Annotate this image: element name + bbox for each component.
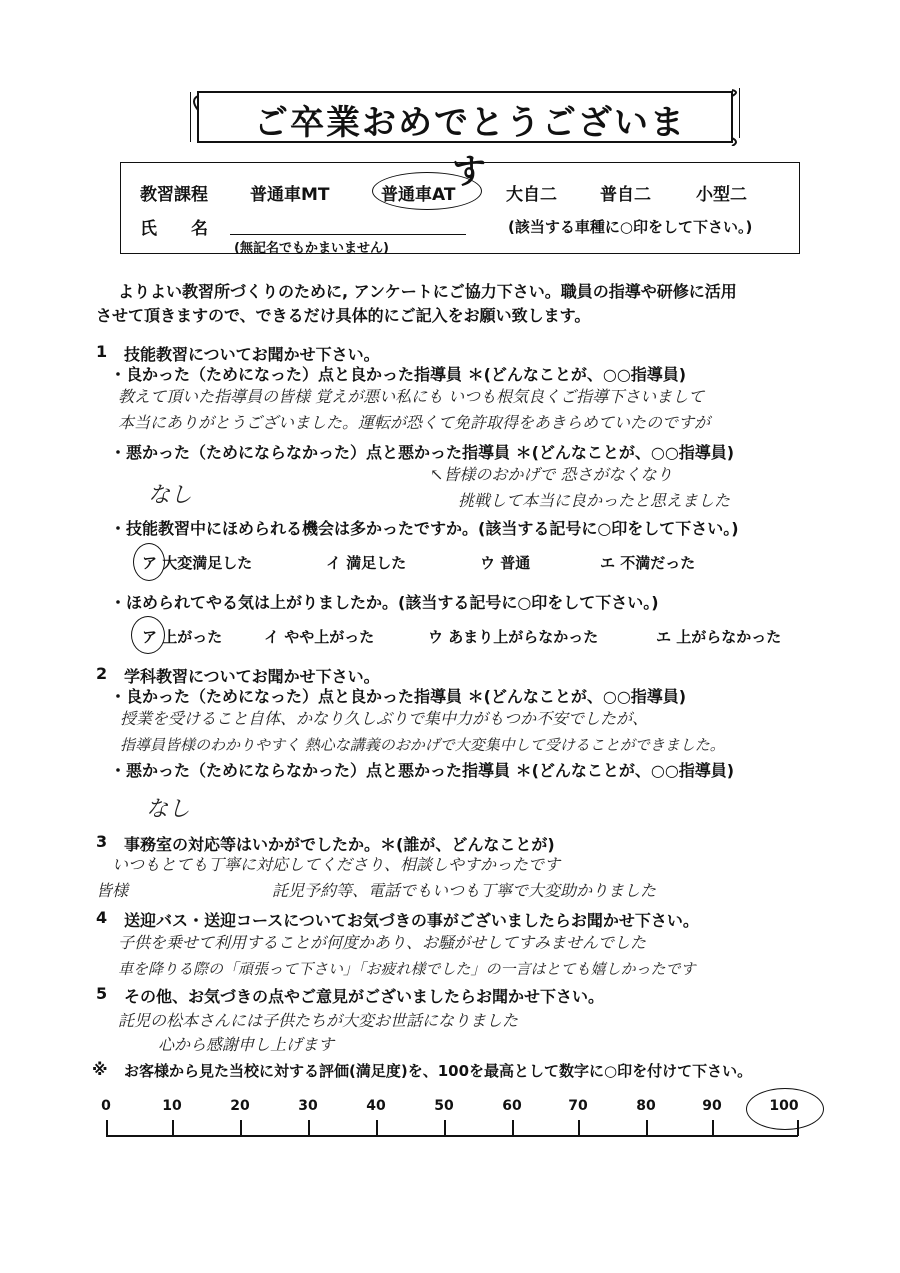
scale-60[interactable]: 60 bbox=[502, 1098, 522, 1114]
q1-praise-label: ・技能教習中にほめられる機会は多かったですか。(該当する記号に○印をして下さい。) bbox=[110, 519, 739, 538]
course-option-mt[interactable]: 普通車MT bbox=[250, 185, 330, 205]
q1-motivation-option-u[interactable]: ウ あまり上がらなかった bbox=[428, 628, 599, 646]
scale-tick bbox=[240, 1120, 242, 1136]
q3-answer-2b: 託児予約等、電話でもいつも丁寧で大変助かりました bbox=[272, 881, 657, 900]
q1-bad-label: ・悪かった（ためにならなかった）点と悪かった指導員 ＊(どんなことが、○○指導員) bbox=[110, 443, 735, 462]
scale-tick bbox=[444, 1120, 446, 1136]
scale-70[interactable]: 70 bbox=[568, 1098, 588, 1114]
scale-tick bbox=[106, 1120, 108, 1136]
course-instruction: (該当する車種に○印をして下さい。) bbox=[508, 218, 753, 236]
scale-tick bbox=[512, 1120, 514, 1136]
course-label: 教習課程 bbox=[140, 185, 208, 205]
scale-tick bbox=[308, 1120, 310, 1136]
scale-tick bbox=[712, 1120, 714, 1136]
scale-tick bbox=[797, 1120, 799, 1136]
q1-bad-answer: なし bbox=[148, 483, 193, 508]
q3-number: 3 bbox=[96, 832, 108, 851]
q1-bad-note-2: 挑戦して本当に良かったと思えました bbox=[458, 491, 731, 510]
rating-mark: ※ bbox=[92, 1060, 108, 1079]
course-option-at[interactable]: 普通車AT bbox=[381, 185, 456, 205]
q4-answer-1: 子供を乗せて利用することが何度かあり、お騒がせしてすみませんでした bbox=[118, 933, 647, 952]
q1-praise-option-a[interactable]: ア 大変満足した bbox=[142, 554, 253, 572]
q3-heading: 事務室の対応等はいかがでしたか。＊(誰が、どんなことが) bbox=[124, 835, 555, 854]
scale-100[interactable]: 100 bbox=[769, 1098, 799, 1114]
q1-motivation-option-e[interactable]: エ 上がらなかった bbox=[656, 628, 782, 646]
q1-bad-note-1: ↖皆様のおかげで 恐さがなくなり bbox=[430, 465, 673, 484]
selected-circle bbox=[131, 616, 165, 654]
course-option-kogatani[interactable]: 小型二 bbox=[696, 185, 747, 205]
name-note: (無記名でもかまいません) bbox=[234, 241, 389, 256]
q2-bad-label: ・悪かった（ためにならなかった）点と悪かった指導員 ＊(どんなことが、○○指導員) bbox=[110, 761, 735, 780]
q2-number: 2 bbox=[96, 664, 108, 683]
intro-line-2: させて頂きますので、できるだけ具体的にご記入をお願い致します。 bbox=[96, 306, 591, 325]
scale-0[interactable]: 0 bbox=[101, 1098, 111, 1114]
name-line bbox=[230, 234, 466, 235]
q5-heading: その他、お気づきの点やご意見がございましたらお聞かせ下さい。 bbox=[124, 987, 605, 1006]
course-option-ohjini[interactable]: 大自二 bbox=[506, 185, 557, 205]
q1-good-label: ・良かった（ためになった）点と良かった指導員 ＊(どんなことが、○○指導員) bbox=[110, 365, 687, 384]
q5-number: 5 bbox=[96, 984, 108, 1003]
q3-answer-2a: 皆様 bbox=[96, 881, 129, 900]
q2-heading: 学科教習についてお聞かせ下さい。 bbox=[124, 667, 380, 686]
selected-circle bbox=[372, 172, 482, 210]
q2-good-answer-1: 授業を受けること自体、かなり久しぶりで集中力がもつか不安でしたが、 bbox=[120, 709, 649, 728]
q1-praise-option-i[interactable]: イ 満足した bbox=[326, 554, 407, 572]
name-label: 氏 名 bbox=[140, 219, 208, 239]
selected-circle bbox=[133, 543, 165, 581]
q1-good-answer-2: 本当にありがとうございました。運転が恐くて免許取得をあきらめていたのですが bbox=[118, 413, 711, 432]
q1-praise-option-e[interactable]: エ 不満だった bbox=[600, 554, 696, 572]
scale-tick bbox=[172, 1120, 174, 1136]
scale-tick bbox=[376, 1120, 378, 1136]
q4-number: 4 bbox=[96, 908, 108, 927]
intro-line-1: よりよい教習所づくりのために, アンケートにご協力下さい。職員の指導や研修に活用 bbox=[118, 282, 737, 301]
scale-40[interactable]: 40 bbox=[366, 1098, 386, 1114]
q4-answer-2: 車を降りる際の「頑張って下さい」「お疲れ様でした」の一言はとても嬉しかったです bbox=[118, 960, 696, 978]
selected-circle bbox=[746, 1088, 824, 1130]
scale-20[interactable]: 20 bbox=[230, 1098, 250, 1114]
q1-motivation-option-i[interactable]: イ やや上がった bbox=[264, 628, 375, 646]
q2-good-label: ・良かった（ためになった）点と良かった指導員 ＊(どんなことが、○○指導員) bbox=[110, 687, 687, 706]
q5-answer-1: 託児の松本さんには子供たちが大変お世話になりました bbox=[118, 1011, 519, 1030]
q1-number: 1 bbox=[96, 342, 108, 361]
q2-good-answer-2: 指導員皆様のわかりやすく 熱心な講義のおかげで大変集中して受けることができました。 bbox=[120, 736, 725, 754]
q5-answer-2: 心から感謝申し上げます bbox=[158, 1035, 335, 1054]
scale-tick bbox=[578, 1120, 580, 1136]
scale-10[interactable]: 10 bbox=[162, 1098, 182, 1114]
q2-bad-answer: なし bbox=[146, 797, 191, 822]
scale-80[interactable]: 80 bbox=[636, 1098, 656, 1114]
q1-praise-option-u[interactable]: ウ 普通 bbox=[480, 554, 531, 572]
q1-heading: 技能教習についてお聞かせ下さい。 bbox=[124, 345, 380, 364]
scale-line bbox=[106, 1135, 798, 1137]
scale-50[interactable]: 50 bbox=[434, 1098, 454, 1114]
course-option-fujini[interactable]: 普自二 bbox=[600, 185, 651, 205]
scale-tick bbox=[646, 1120, 648, 1136]
scale-90[interactable]: 90 bbox=[702, 1098, 722, 1114]
rating-text: お客様から見た当校に対する評価(満足度)を、100を最高として数字に○印を付けて下さい。 bbox=[124, 1062, 753, 1080]
q3-answer-1: いつもとても丁寧に対応してくださり、相談しやすかったです bbox=[112, 855, 561, 874]
q1-good-answer-1: 教えて頂いた指導員の皆様 覚えが悪い私にも いつも根気良くご指導下さいまして bbox=[118, 387, 705, 406]
q4-heading: 送迎バス・送迎コースについてお気づきの事がございましたらお聞かせ下さい。 bbox=[124, 911, 699, 930]
page-title: ご卒業おめでとうございます bbox=[254, 103, 686, 192]
q1-motivation-label: ・ほめられてやる気は上がりましたか。(該当する記号に○印をして下さい。) bbox=[110, 593, 659, 612]
scale-30[interactable]: 30 bbox=[298, 1098, 318, 1114]
q1-motivation-option-a[interactable]: ア 上がった bbox=[142, 628, 223, 646]
